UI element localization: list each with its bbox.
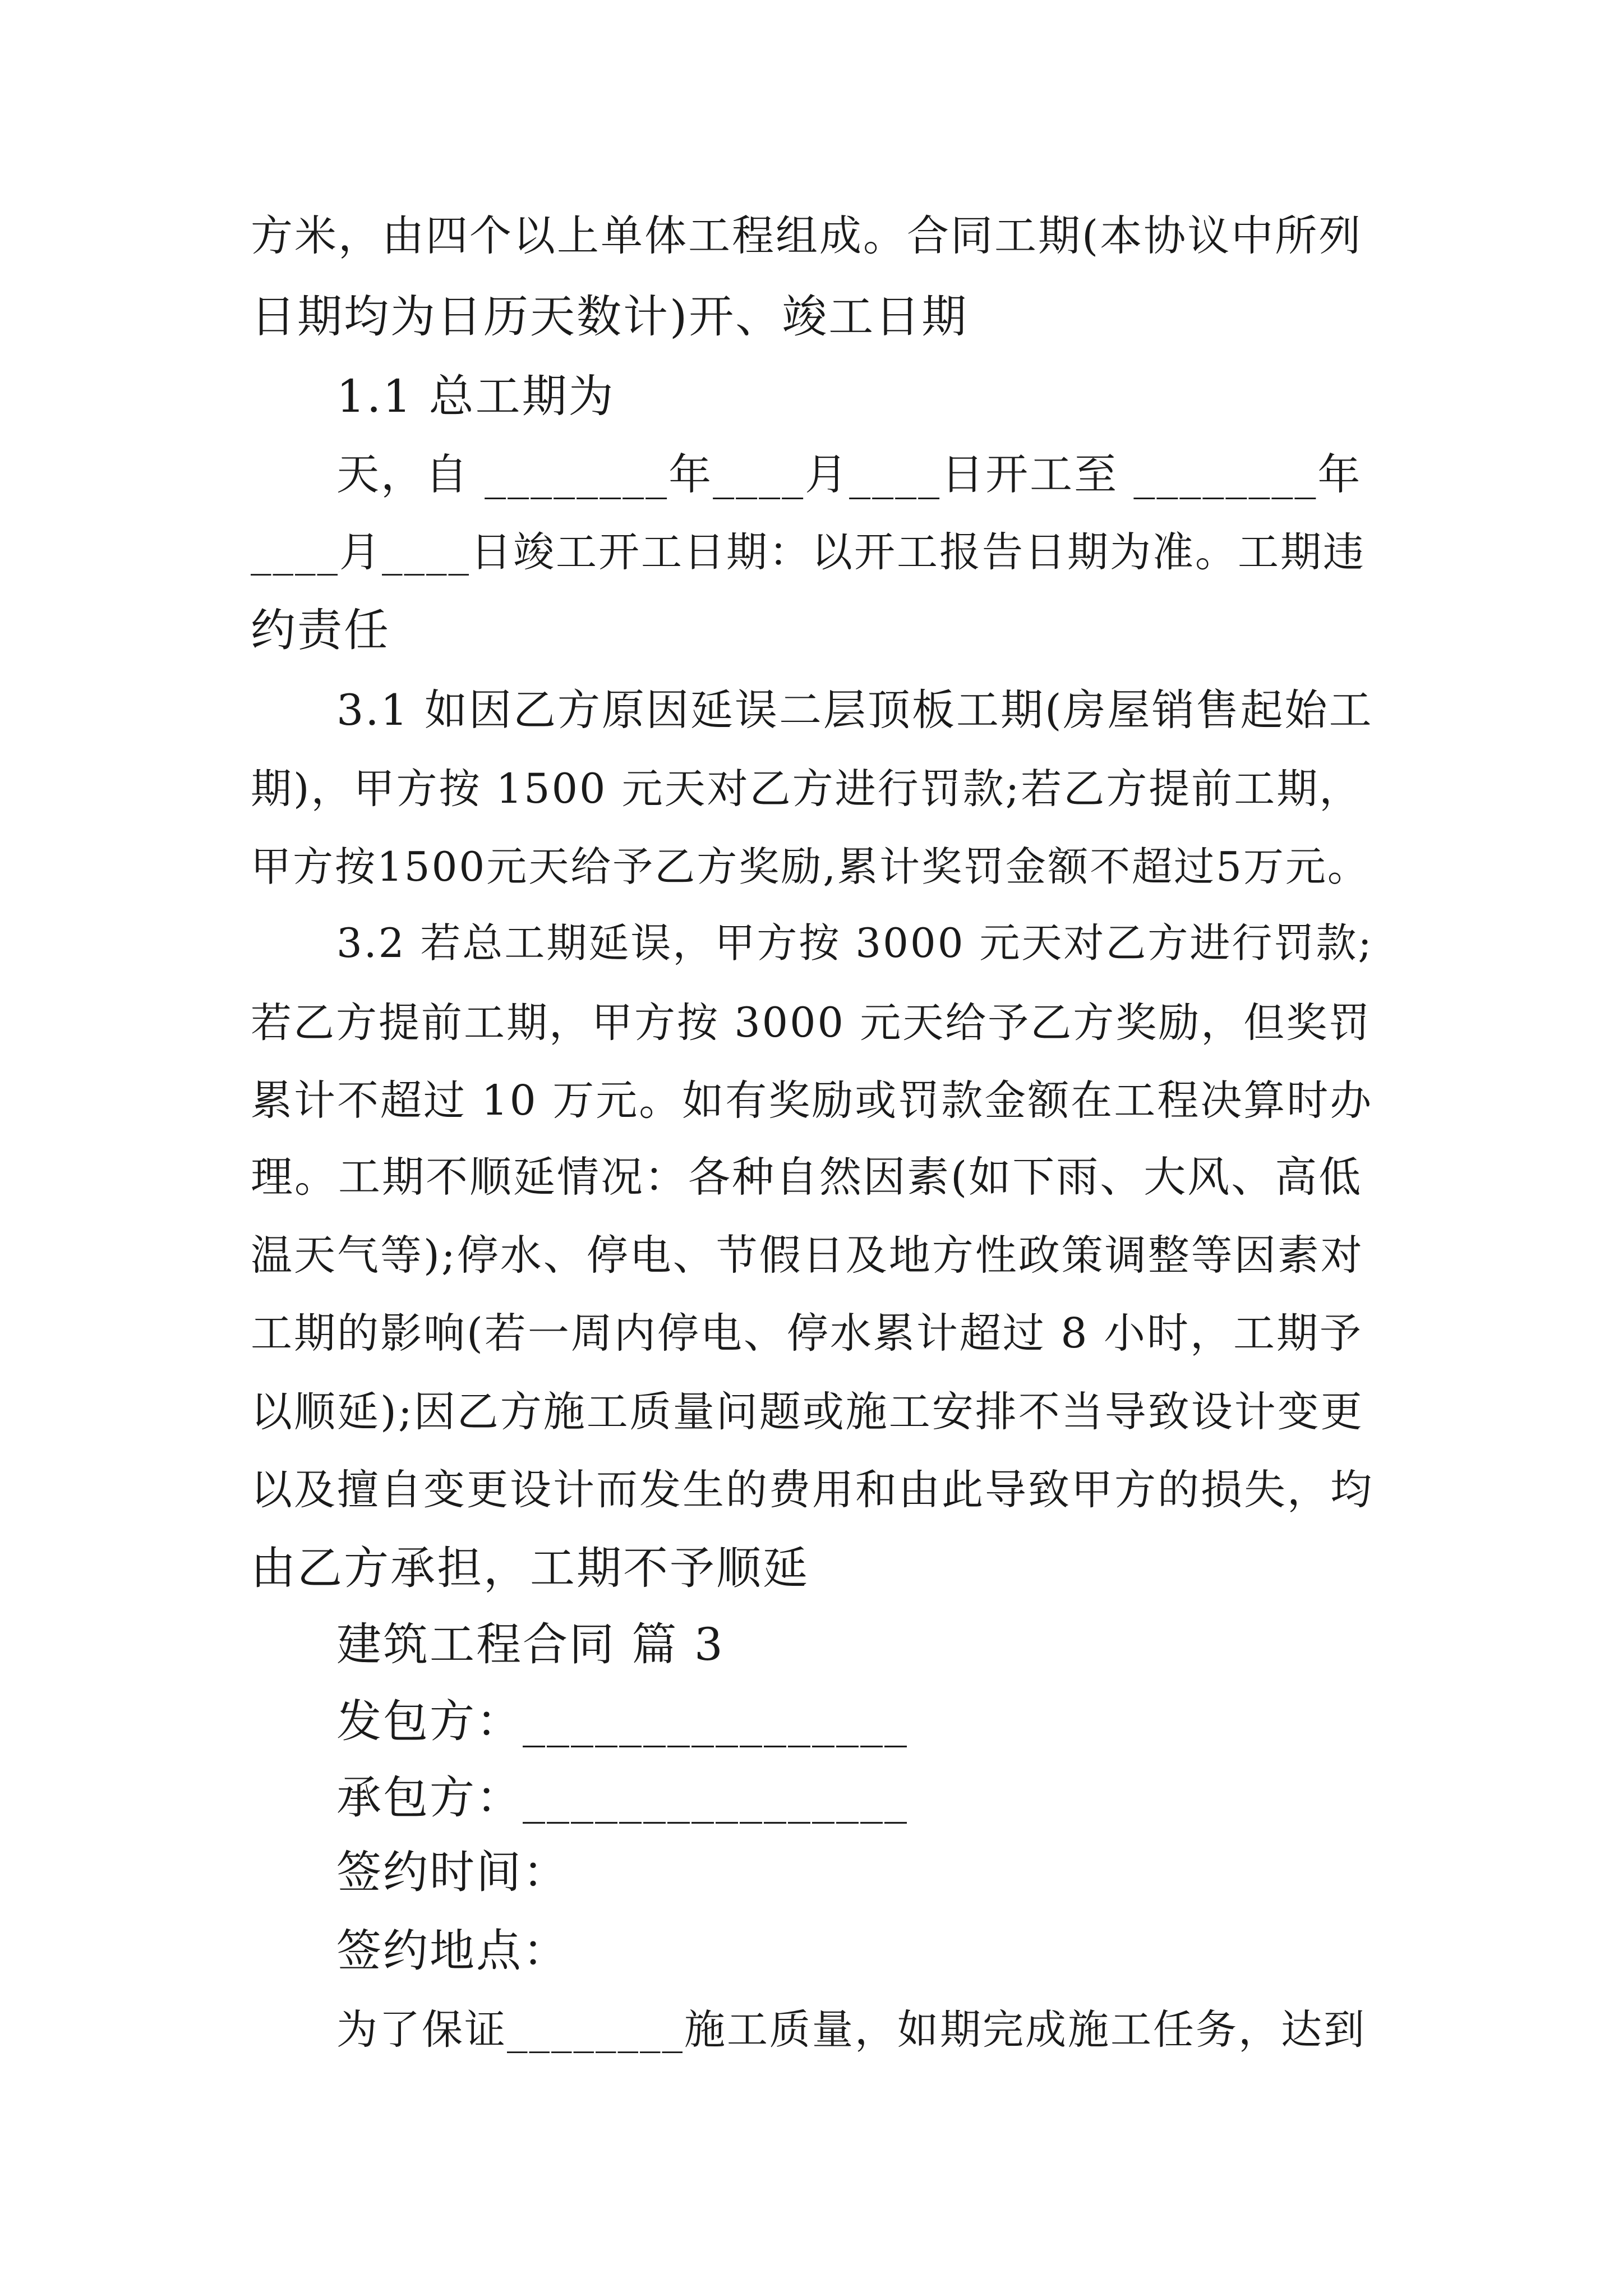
text-line: 3.2 若总工期延误，甲方按 3000 元天对乙方进行罚款; <box>336 919 1373 967</box>
text-line: 天，自 ________年____月____日开工至 ________年 <box>336 449 1362 499</box>
text-line: 承包方：________________ <box>336 1772 909 1824</box>
text-line: 日期均为日历天数计)开、竣工日期 <box>251 291 969 343</box>
section-heading: 建筑工程合同 篇 3 <box>336 1618 725 1671</box>
text-line: 方米，由四个以上单体工程组成。合同工期(本协议中所列 <box>251 211 1363 260</box>
text-line: 签约地点： <box>336 1925 569 1977</box>
text-line: 由乙方承担，工期不予顺延 <box>251 1542 809 1594</box>
text-line: 签约时间： <box>336 1846 569 1898</box>
text-line: 为了保证________施工质量，如期完成施工任务，达到 <box>336 2006 1366 2054</box>
text-line: 以及擅自变更设计而发生的费用和由此导致甲方的损失，均 <box>251 1466 1373 1514</box>
text-line: 累计不超过 10 万元。如有奖励或罚款金额在工程决算时办 <box>251 1076 1373 1125</box>
text-line: 理。工期不顺延情况：各种自然因素(如下雨、大风、高低 <box>251 1152 1363 1202</box>
text-line: 甲方按1500元天给予乙方奖励,累计奖罚金额不超过5万元。 <box>251 843 1370 890</box>
text-line: 工期的影响(若一周内停电、停水累计超过 8 小时，工期予 <box>251 1309 1363 1358</box>
text-line: 发包方：________________ <box>336 1695 909 1747</box>
text-line: ____月____日竣工开工日期：以开工报告日期为准。工期违 <box>251 528 1366 576</box>
text-line: 若乙方提前工期，甲方按 3000 元天给予乙方奖励，但奖罚 <box>251 999 1372 1047</box>
text-line: 期)，甲方按 1500 元天对乙方进行罚款;若乙方提前工期， <box>251 765 1362 813</box>
text-line: 温天气等);停水、停电、节假日及地方性政策调整等因素对 <box>251 1231 1364 1280</box>
text-line: 3.1 如因乙方原因延误二层顶板工期(房屋销售起始工 <box>336 685 1373 735</box>
text-line: 1.1 总工期为 <box>336 370 615 422</box>
text-line: 以顺延);因乙方施工质量问题或施工安排不当导致设计变更 <box>251 1388 1364 1436</box>
text-line: 约责任 <box>251 604 390 656</box>
